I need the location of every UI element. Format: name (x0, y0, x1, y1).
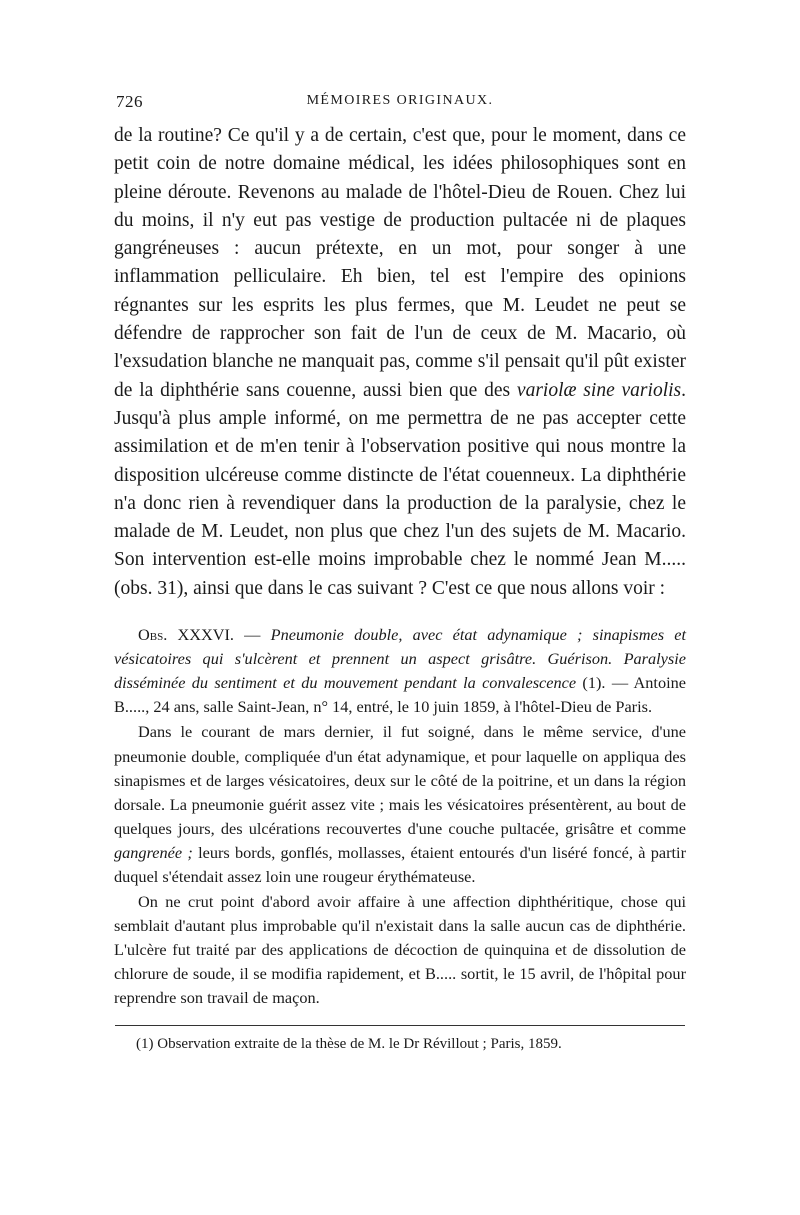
document-page (114, 92, 686, 1054)
observation-intro: — Antoine B....., 24 ans, salle Saint-Jean, n° 14, entré, le 10 juin 1859, à l'hôtel-Dieu de Paris. (114, 673, 686, 717)
latin-phrase: variolæ sine variolis (516, 379, 682, 401)
page-header (114, 92, 686, 122)
observation-text-continued: leurs bords, gonflés, mollasses, étaient entourés d'un liséré foncé, à partir duquel s'étendait assez loin une rougeur érythémateuse. (114, 842, 686, 886)
observation-dash: — (234, 625, 271, 645)
observation-block (114, 623, 686, 1011)
page-number: 726 (116, 92, 143, 111)
observation-paragraph-3: On ne crut point d'abord avoir affaire à une affection diphthéritique, chose qui semblait d'autant plus improbable qu'il n'existait dans la salle aucun cas de diphthérie. L'ulcère fut traité par des applications de décoction de quinquina et de dissolution de chlorure de soude, il se modifia rapidement, et B..... sortit, le 15 avril, de l'hôpital pour reprendre son travail de maçon. (114, 892, 686, 1008)
footnote-reference: (1). (576, 673, 606, 693)
observation-text: Dans le courant de mars dernier, il fut soigné, dans le même service, d'une pneumonie double, compliquée d'un état adynamique, et pour laquelle on appliqua des sinapismes et de larges vésicatoires, deux sur le côté de la poitrine, et un dans la région dorsale. La pneumonie guérit assez vite ; mais les vésicatoires présentèrent, au bout de quelques jours, des ulcérations recouvertes d'une couche pultacée, grisâtre et comme (114, 722, 686, 838)
observation-paragraph-2 (114, 720, 686, 889)
observation-italic: gangrenée ; (114, 842, 193, 862)
observation-title: Pneumonie double, avec état adynamique ; sinapismes et vésicatoires qui s'ulcèrent et prennent un aspect grisâtre. Guérison. Paralysie disséminée du sentiment et du mouvement pendant la convalescence (114, 625, 687, 693)
main-text (114, 122, 686, 603)
body-text-continued: . Jusqu'à plus ample informé, on me permettra de ne pas accepter cette assimilation et de m'en tenir à l'observation positive qui nous montre la disposition ulcéreuse comme distincte de l'état couenneux. La diphthérie n'a donc rien à revendiquer dans la production de la paralysie, chez le malade de M. Leudet, non plus que chez l'un des sujets de M. Macario. Son intervention est-elle moins improbable chez le nommé Jean M..... (obs. 31), ainsi que dans le cas suivant ? C'est ce que nous allons voir : (114, 379, 686, 599)
observation-label: Obs. XXXVI. (138, 625, 234, 645)
body-paragraph (114, 122, 686, 603)
footnote: (1) Observation extraite de la thèse de M. le Dr Révillout ; Paris, 1859. (136, 1035, 562, 1052)
body-text: de la routine? Ce qu'il y a de certain, c'est que, pour le moment, dans ce petit coin de notre domaine médical, les idées philosophiques sont en pleine déroute. Revenons au malade de l'hôtel-Dieu de Rouen. Chez lui du moins, il n'y eut pas vestige de production pultacée ni de plaques gangréneuses : aucun prétexte, en un mot, pour songer à une inflammation pelliculaire. Eh bien, tel est l'empire des opinions régnantes sur les esprits les plus fermes, que M. Leudet ne peut se défendre de rapprocher son fait de l'un de ceux de M. Macario, où l'exsudation blanche ne manquait pas, comme s'il pensait qu'il pût exister de la diphthérie sans couenne, aussi bien que des (114, 125, 686, 401)
footnote-divider (115, 1025, 685, 1026)
observation-heading (114, 623, 686, 719)
running-head: MÉMOIRES ORIGINAUX. (306, 93, 494, 108)
